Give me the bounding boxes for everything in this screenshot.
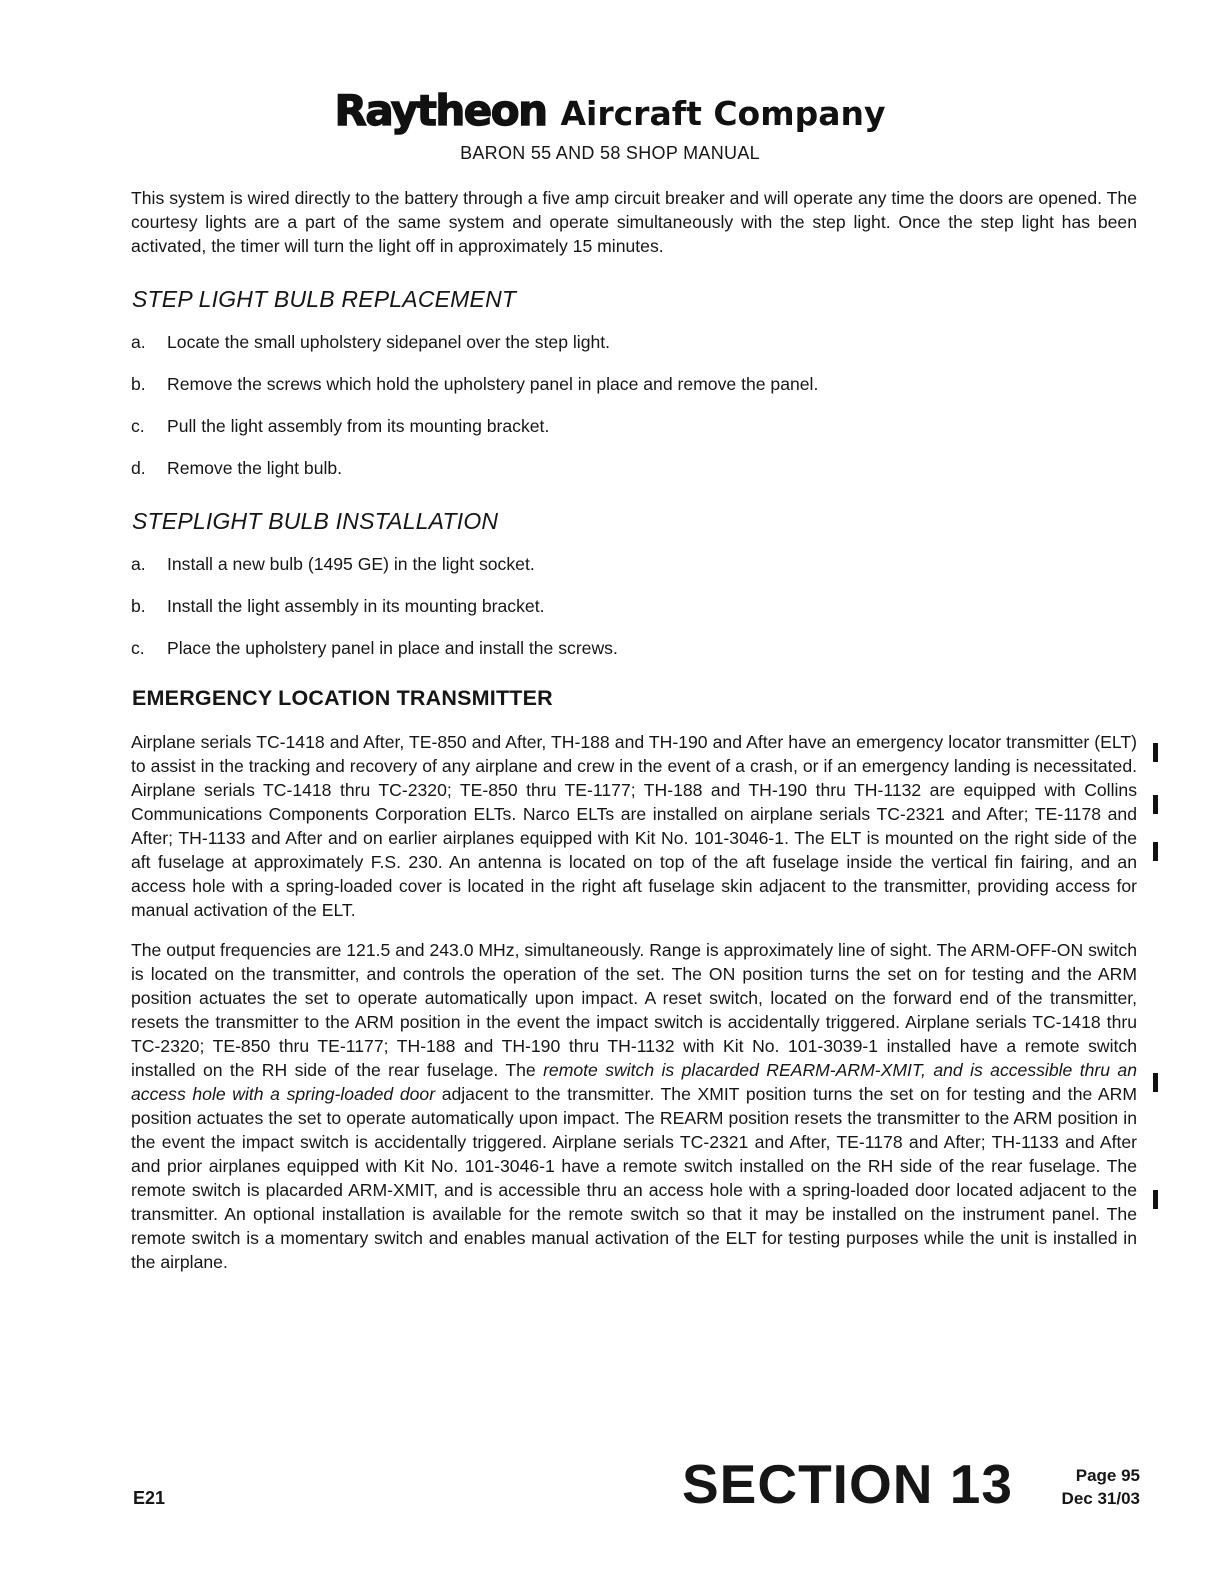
elt-paragraph-2-italic: remote switch is placarded REARM-ARM-XMIT, and is accessible thru an access hole with a spring-loaded door [131,1060,1137,1104]
revision-bar [1153,842,1158,861]
revision-bar [1153,1073,1158,1092]
list-item [131,330,1137,354]
brand [0,86,1220,135]
footer-code: E21 [133,1488,166,1508]
page-number: Page 95 [1075,1466,1140,1485]
step-text: Remove the screws which hold the upholstery panel in place and remove the panel. [167,374,819,394]
step-text: Remove the light bulb. [167,458,343,478]
manual-title: BARON 55 AND 58 SHOP MANUAL [460,143,760,163]
revision-bar [1153,743,1158,762]
step-label: a. [131,332,146,352]
raytheon-logo: Raytheon [334,86,547,135]
list-item [131,372,1137,396]
elt-paragraph-2-part-a: The output frequencies are 121.5 and 243.0 MHz, simultaneously. Range is approximately line of sight. The ARM-OFF-ON switch is located on the transmitter, and controls the operation of the set. The ON position turns the set on for testing and the ARM position actuates the set to operate automatically upon impact. A reset switch, located on the forward end of the transmitter, resets the transmitter to the ARM position in the event the impact switch is accidentally triggered. Airplane serials TC-1418 thru TC-2320; TE-850 thru TE-1177; TH-188 and TH-190 thru TH-1132 with Kit No. 101-3039-1 installed have a remote switch installed on the RH side of the rear fuselage. The [131,940,1137,1080]
list-item [131,552,1137,576]
list-item [131,594,1137,618]
step-label: c. [131,638,145,658]
list-item [131,414,1137,438]
step-label: d. [131,458,146,478]
intro-paragraph: This system is wired directly to the battery through a five amp circuit breaker and will operate any time the doors are opened. The courtesy lights are a part of the same system and operate simultaneously with the step light. Once the step light has been activated, the timer will turn the light off in approximately 15 minutes. [131,188,1137,256]
elt-paragraph-1: Airplane serials TC-1418 and After, TE-850 and After, TH-188 and TH-190 and After have an emergency locator transmitter (ELT) to assist in the tracking and recovery of any airplane and crew in the event of a crash, or if an emergency landing is necessitated. Airplane serials TC-1418 thru TC-2320; TE-850 thru TE-1177; TH-188 and TH-190 thru TH-1132 are equipped with Collins Communications Components Corporation ELTs. Narco ELTs are installed on airplane serials TC-2321 and After; TE-1178 and After; TH-1133 and After and on earlier airplanes equipped with Kit No. 101-3046-1. The ELT is mounted on the right side of the aft fuselage at approximately F.S. 230. An antenna is located on top of the aft fuselage inside the vertical fin fairing, and an access hole with a spring-loaded cover is located in the right aft fuselage skin adjacent to the transmitter, providing access for manual activation of the ELT. [131,732,1137,920]
replacement-steps [131,330,1137,480]
list-item [131,456,1137,480]
company-name: Aircraft Company [560,94,886,133]
section-title: SECTION 13 [682,1453,1013,1515]
step-text: Pull the light assembly from its mounting bracket. [167,416,550,436]
replacement-heading: STEP LIGHT BULB REPLACEMENT [132,286,517,312]
step-label: a. [131,554,146,574]
page-meta [1030,1464,1140,1510]
step-label: b. [131,596,146,616]
list-item [131,636,1137,660]
revision-bar [1153,795,1158,814]
step-label: b. [131,374,146,394]
elt-paragraph-2-part-c: adjacent to the transmitter. The XMIT position turns the set on for testing and the ARM position actuates the set to operate automatically upon impact. The REARM position resets the transmitter to the ARM position in the event the impact switch is accidentally triggered. Airplane serials TC-2321 and After, TE-1178 and After; TH-1133 and After and prior airplanes equipped with Kit No. 101-3046-1 have a remote switch installed on the RH side of the rear fuselage. The remote switch is placarded ARM-XMIT, and is accessible thru an access hole with a spring-loaded door located adjacent to the transmitter. An optional installation is available for the remote switch so that it may be installed on the instrument panel. The remote switch is a momentary switch and enables manual activation of the ELT for testing purposes while the unit is installed in the airplane. [131,1084,1138,1272]
revision-bar [1153,1190,1158,1209]
page-body [131,186,1137,1274]
elt-heading: EMERGENCY LOCATION TRANSMITTER [132,686,553,710]
revision-date: Dec 31/03 [1061,1489,1140,1508]
elt-paragraph-2 [131,938,1137,1274]
step-text: Install the light assembly in its mounting bracket. [167,596,545,616]
step-text: Install a new bulb (1495 GE) in the light socket. [167,554,535,574]
step-label: c. [131,416,145,436]
installation-heading: STEPLIGHT BULB INSTALLATION [132,508,499,534]
page-header [0,86,1220,164]
step-text: Locate the small upholstery sidepanel over the step light. [167,332,611,352]
step-text: Place the upholstery panel in place and install the screws. [167,638,618,658]
installation-steps [131,552,1137,660]
